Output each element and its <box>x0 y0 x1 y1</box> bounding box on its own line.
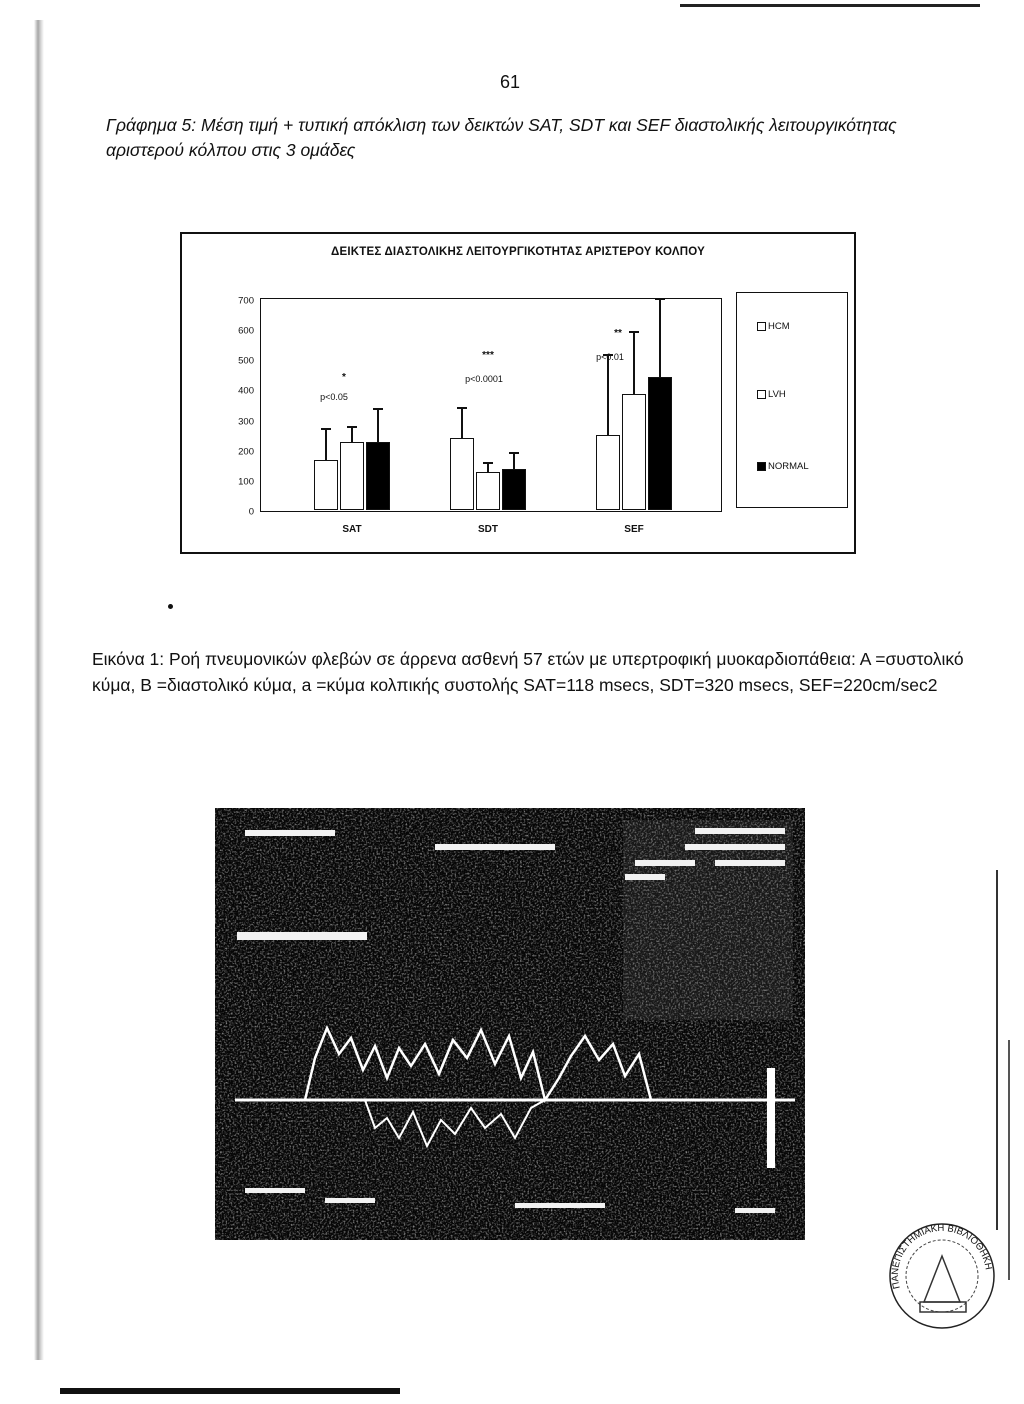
error-bar-cap <box>373 408 383 410</box>
error-bar-cap <box>347 426 357 428</box>
bar-chart <box>180 232 856 554</box>
legend-label: NORMAL <box>768 461 809 472</box>
error-bar-cap <box>457 407 467 409</box>
bar-hcm-sat <box>314 460 338 510</box>
x-axis-label: SDT <box>478 524 498 535</box>
error-bar-cap <box>655 298 665 300</box>
significance-stars: ** <box>614 328 622 339</box>
legend-swatch <box>757 322 766 331</box>
bar-normal-sef <box>648 377 672 510</box>
significance-stars: *** <box>482 350 494 361</box>
error-bar <box>487 463 489 472</box>
error-bar <box>607 355 609 435</box>
figure-caption-label: Εικόνα 1: <box>92 649 165 669</box>
error-bar <box>377 409 379 442</box>
error-bar-cap <box>321 428 331 430</box>
y-tick-label: 400 <box>238 385 254 397</box>
library-stamp <box>882 1216 1002 1336</box>
scan-edge-right <box>996 870 998 1230</box>
scan-edge-bottom <box>60 1388 400 1394</box>
y-tick-label: 0 <box>248 506 254 518</box>
page-number: 61 <box>500 72 521 92</box>
legend-swatch <box>757 390 766 399</box>
bar-lvh-sat <box>340 442 364 510</box>
error-bar <box>513 453 515 470</box>
legend-label: HCM <box>768 321 790 332</box>
error-bar <box>351 427 353 442</box>
y-tick-label: 300 <box>238 416 254 428</box>
graph-caption-text: Μέση τιμή + τυπική απόκλιση των δεικτών SAT, SDT και SEF διαστολικής λειτουργικότητας αριστερού κόλπου στις 3 ομάδες <box>106 115 897 160</box>
y-tick-label: 700 <box>238 295 254 307</box>
graph-caption <box>106 113 966 163</box>
bullet-dot <box>168 604 173 609</box>
error-bar <box>325 429 327 461</box>
y-tick-label: 600 <box>238 325 254 337</box>
error-bar <box>461 408 463 438</box>
x-axis-label: SAT <box>342 524 362 535</box>
significance-stars: * <box>342 372 346 383</box>
x-axis-label: SEF <box>624 524 644 535</box>
legend-item-hcm <box>757 321 790 332</box>
chart-legend <box>736 292 848 508</box>
bar-hcm-sdt <box>450 438 474 510</box>
figure-caption-text: Ροή πνευμονικών φλεβών σε άρρενα ασθενή 57 ετών με υπερτροφική μυοκαρδιοπάθεια: Α =συστολικό κύμα, Β =διαστολικό κύμα, a =κύμα κολπικής συστολής SAT=118 msecs, SDT=320 msecs, SEF=220cm/sec2 <box>92 649 964 695</box>
p-value-label: p<0.0001 <box>465 374 503 384</box>
bar-lvh-sef <box>622 394 646 510</box>
y-tick-label: 200 <box>238 446 254 458</box>
bar-lvh-sdt <box>476 472 500 510</box>
p-value-label: p<0.05 <box>320 392 348 402</box>
y-tick-label: 100 <box>238 476 254 488</box>
bar-normal-sdt <box>502 469 526 510</box>
scan-edge-top <box>680 4 980 7</box>
legend-swatch <box>757 462 766 471</box>
scan-edge-right-2 <box>1008 1040 1010 1280</box>
figure-caption <box>92 646 964 698</box>
error-bar-cap <box>629 331 639 333</box>
error-bar-cap <box>483 462 493 464</box>
error-bar <box>659 299 661 377</box>
bar-normal-sat <box>366 442 390 510</box>
y-tick-label: 500 <box>238 355 254 367</box>
scan-edge-left <box>34 20 44 1360</box>
legend-item-normal <box>757 461 809 472</box>
bar-hcm-sef <box>596 435 620 510</box>
legend-item-lvh <box>757 389 786 400</box>
graph-caption-label: Γράφημα 5: <box>106 115 197 135</box>
error-bar-cap <box>509 452 519 454</box>
chart-title: ΔΕΙΚΤΕΣ ΔΙΑΣΤΟΛΙΚΗΣ ΛΕΙΤΟΥΡΓΙΚΟΤΗΤΑΣ ΑΡΙΣΤΕΡΟΥ ΚΟΛΠΟΥ <box>331 246 705 258</box>
doppler-ultrasound-image <box>215 808 805 1240</box>
error-bar <box>633 332 635 394</box>
stamp-lettering: ΠΑΝΕΠΙΣΤΗΜΙΑΚΗ ΒΙΒΛΙΟΘΗΚΗ <box>889 1222 994 1290</box>
p-value-label: p<0.01 <box>596 352 624 362</box>
legend-label: LVH <box>768 389 786 400</box>
